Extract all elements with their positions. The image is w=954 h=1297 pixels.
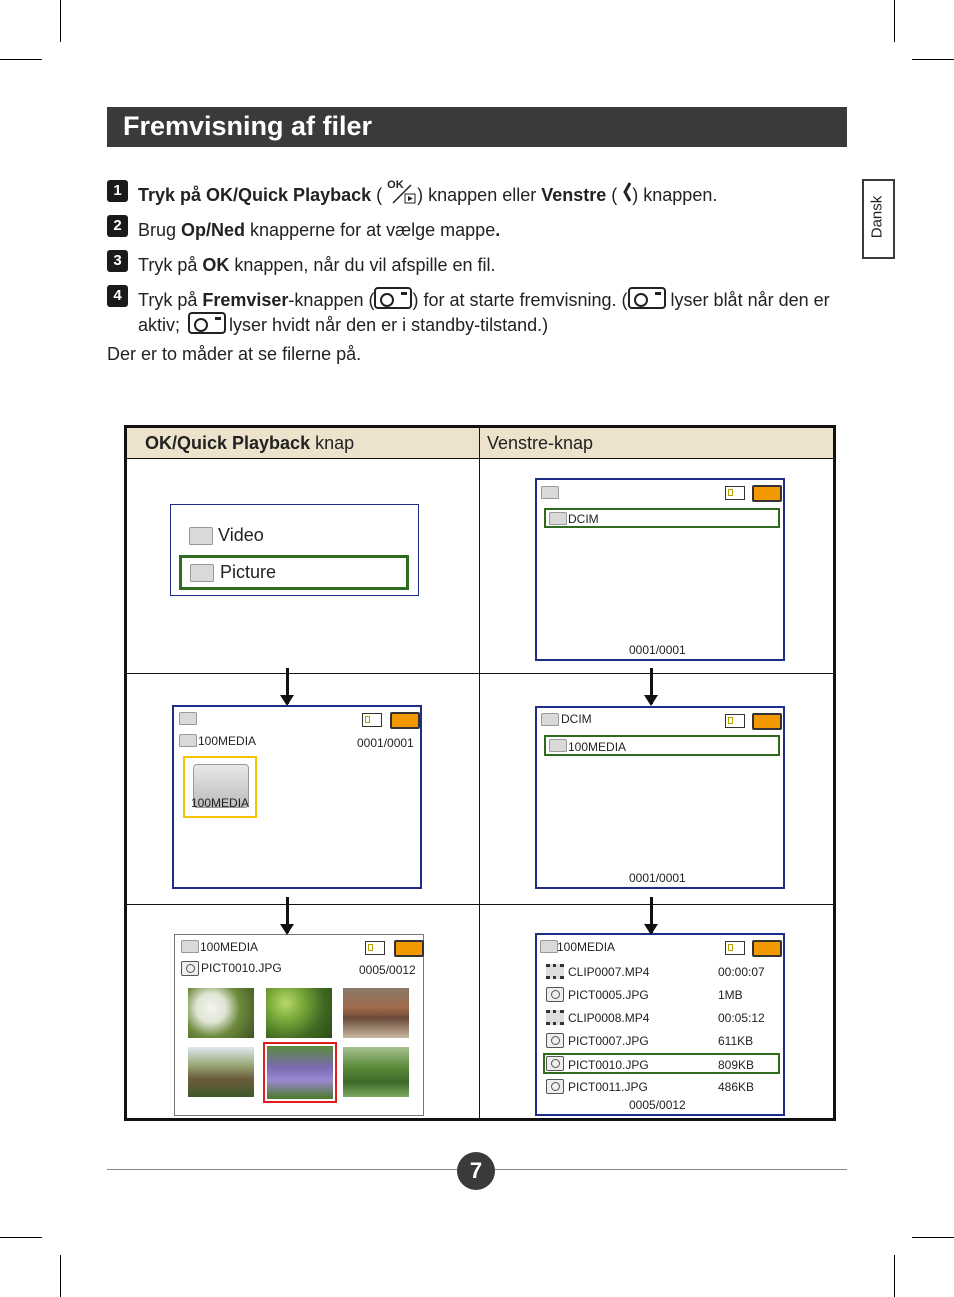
table-header-left: Venstre-knap <box>480 427 835 459</box>
photo-thumbnail[interactable] <box>266 988 332 1038</box>
video-file-icon <box>546 1010 564 1025</box>
file-counter: 0005/0012 <box>629 1098 686 1112</box>
crop-mark <box>60 0 61 42</box>
battery-icon <box>752 485 782 502</box>
step-2: Brug Op/Ned knapperne for at vælge mappe. <box>138 220 501 240</box>
current-folder-label: DCIM <box>561 712 592 726</box>
file-counter: 0001/0001 <box>629 643 686 657</box>
file-counter: 0001/0001 <box>357 736 414 750</box>
file-row[interactable]: PICT0007.JPG 611KB <box>546 1033 776 1048</box>
step-4: Tryk på Fremviser-knappen ( ) for at starte fremvisning. ( lyser blåt når den er aktiv; lyser hvidt når den er i standby-tilstand.) <box>138 288 848 338</box>
section-title-bar <box>107 107 847 147</box>
folder-dcim[interactable]: DCIM <box>544 508 780 528</box>
folder-icon <box>179 734 197 747</box>
sd-card-icon <box>725 714 745 728</box>
crop-mark <box>0 59 42 60</box>
crop-mark <box>60 1255 61 1297</box>
photo-file-icon <box>546 987 564 1002</box>
screen-ok-thumbnails-folder <box>172 705 422 889</box>
photo-thumbnail-selected[interactable] <box>263 1042 337 1103</box>
step-number-4: 4 <box>107 285 128 307</box>
file-row[interactable]: CLIP0008.MP4 00:05:12 <box>546 1010 776 1025</box>
folder-icon <box>541 486 559 499</box>
photo-thumbnail[interactable] <box>343 1047 409 1097</box>
viewer-button-icon <box>188 312 226 334</box>
screen-left-file-list <box>535 933 785 1116</box>
language-tab-label: Dansk <box>868 195 886 239</box>
folder-icon <box>190 564 214 582</box>
page-title: Fremvisning af filer <box>123 111 373 141</box>
battery-icon <box>394 940 424 957</box>
down-arrow <box>286 897 289 933</box>
screen-ok-thumbnails <box>174 934 424 1116</box>
down-arrow <box>286 668 289 704</box>
step-1-bold: Tryk på OK/Quick Playback <box>138 185 372 205</box>
step-number-2: 2 <box>107 215 128 237</box>
footer-rule <box>107 1169 459 1170</box>
folder-picture[interactable]: Picture <box>179 555 409 590</box>
folder-100media[interactable]: 100MEDIA <box>544 735 780 756</box>
crop-mark <box>912 59 954 60</box>
file-row[interactable]: PICT0011.JPG 486KB <box>546 1079 776 1094</box>
step-3: Tryk på OK knappen, når du vil afspille en fil. <box>138 255 496 275</box>
file-row-selected[interactable]: PICT0010.JPG 809KB <box>543 1053 780 1074</box>
folder-icon <box>549 739 567 752</box>
page-number: 7 <box>457 1152 495 1190</box>
screen-left-root <box>535 478 785 661</box>
sd-card-icon <box>365 941 385 955</box>
photo-file-icon <box>546 1033 564 1048</box>
file-counter: 0005/0012 <box>359 963 416 977</box>
current-folder-label: 100MEDIA <box>557 940 616 954</box>
down-arrow <box>650 897 653 933</box>
sd-card-icon <box>725 486 745 500</box>
sd-card-icon <box>725 941 745 955</box>
video-file-icon <box>546 964 564 979</box>
file-counter: 0001/0001 <box>629 871 686 885</box>
ok-playback-icon: OK <box>387 179 417 205</box>
sd-card-icon <box>362 713 382 727</box>
folder-icon <box>549 512 567 525</box>
folder-video[interactable]: Video <box>189 525 264 546</box>
left-arrow-icon <box>622 181 632 203</box>
folder-icon <box>179 712 197 725</box>
crop-mark <box>894 1255 895 1297</box>
table-header-ok: OK/Quick Playback knap <box>126 427 480 459</box>
step-number-1: 1 <box>107 180 128 202</box>
selected-file-name: PICT0010.JPG <box>201 961 282 975</box>
folder-icon <box>541 713 559 726</box>
photo-thumbnail[interactable] <box>188 988 254 1038</box>
down-arrow <box>650 668 653 704</box>
footer-rule <box>494 1169 847 1170</box>
current-folder-label: 100MEDIA <box>198 734 257 748</box>
crop-mark <box>894 0 895 42</box>
viewer-button-icon <box>628 287 666 309</box>
intro-text: Der er to måder at se filerne på. <box>107 344 362 364</box>
photo-thumbnail[interactable] <box>343 988 409 1038</box>
photo-file-icon <box>181 961 199 976</box>
current-folder-label: 100MEDIA <box>200 940 259 954</box>
photo-file-icon <box>546 1079 564 1094</box>
battery-icon <box>390 712 420 729</box>
file-row[interactable]: CLIP0007.MP4 00:00:07 <box>546 964 776 979</box>
photo-file-icon <box>546 1056 564 1071</box>
battery-icon <box>752 713 782 730</box>
screen-ok-folders <box>170 504 419 596</box>
language-tab <box>862 179 895 259</box>
battery-icon <box>752 940 782 957</box>
step-1: Tryk på OK/Quick Playback ( OK ) knappen eller Venstre ( ) knappen. <box>138 179 718 205</box>
folder-thumbnail[interactable]: 100MEDIA <box>183 756 257 818</box>
viewer-button-icon <box>374 287 412 309</box>
crop-mark <box>0 1237 42 1238</box>
photo-thumbnail[interactable] <box>188 1047 254 1097</box>
folder-icon <box>540 940 558 953</box>
step-number-3: 3 <box>107 250 128 272</box>
file-row[interactable]: PICT0005.JPG 1MB <box>546 987 776 1002</box>
folder-icon <box>189 527 213 545</box>
crop-mark <box>912 1237 954 1238</box>
folder-icon <box>181 940 199 953</box>
screen-left-dcim <box>535 706 785 889</box>
